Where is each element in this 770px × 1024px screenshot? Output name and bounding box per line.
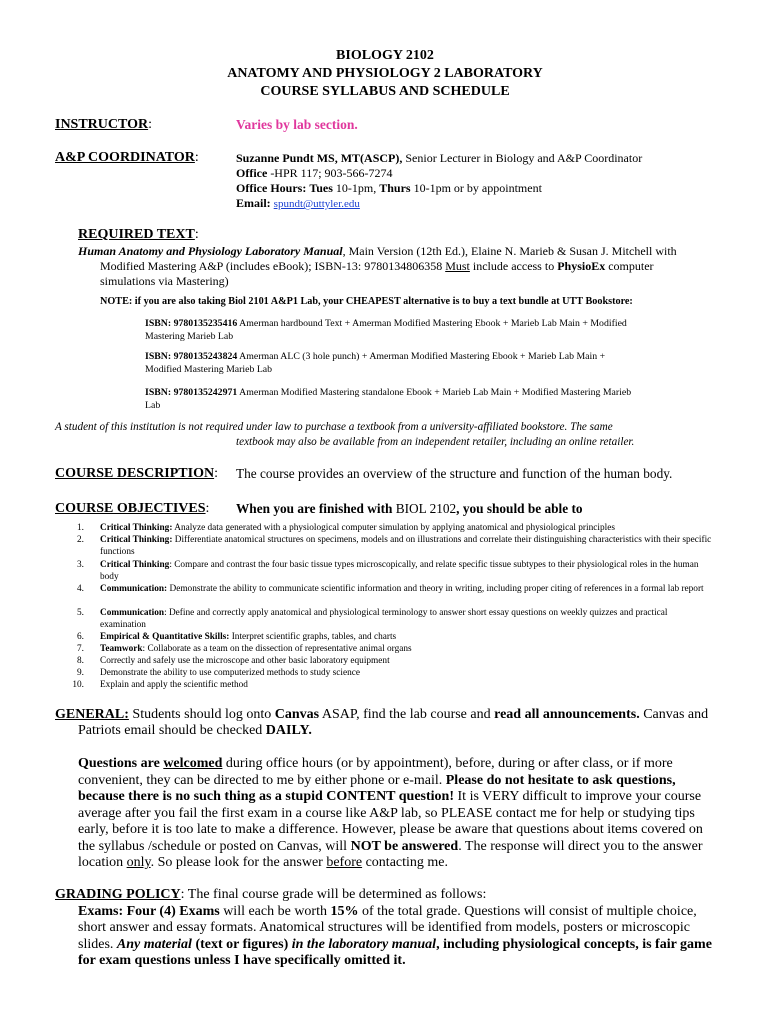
coordinator-office-line: Office -HPR 117; 903-566-7274	[236, 166, 393, 180]
course-objectives-intro: When you are finished with BIOL 2102, you should be able to	[236, 501, 583, 516]
objective-item: Communication: Define and correctly apply anatomical and physiological terminology to answer short essay questions on weekly quizzes and practical examination	[100, 608, 668, 630]
email-link[interactable]: spundt@uttyler.edu	[273, 198, 360, 210]
questions-line3: because there is no such thing as a stupid CONTENT question! It is VERY difficult to improve your course	[78, 789, 702, 804]
required-text-label: REQUIRED TEXT:	[78, 227, 199, 242]
bookstore-disclaimer-line2: textbook may also be available from an independent retailer, including an online retailer.	[236, 436, 635, 448]
required-text-line2: Modified Mastering A&P (includes eBook); ISBN-13: 9780134806358 Must include access to PhysioEx computer	[100, 259, 654, 273]
objective-item: Critical Thinking: Analyze data generated with a physiological computer simulation by applying anatomical and physiological principles	[100, 523, 615, 533]
bundle-note: NOTE: if you are also taking Biol 2101 A&P1 Lab, your CHEAPEST alternative is to buy a text bundle at UTT Bookstore:	[100, 296, 633, 307]
objective-number: 2.	[77, 535, 84, 545]
objective-number: 6.	[77, 632, 84, 642]
grading-exams-line4: for exam questions unless I have specifically omitted it.	[78, 953, 406, 968]
isbn-option-2: ISBN: 9780135243824 Amerman ALC (3 hole punch) + Amerman Modified Mastering Ebook + Marieb Lab Main + Modified Mastering Marieb Lab	[145, 351, 606, 375]
course-number-title: BIOLOGY 2102	[336, 48, 434, 63]
questions-line7: location only. So please look for the answer before contacting me.	[78, 855, 449, 870]
required-text-line1: Human Anatomy and Physiology Laboratory Manual, Main Version (12th Ed.), Elaine N. Marieb & Susan J. Mitchell with	[78, 244, 677, 258]
grading-exams-line3: slides. Any material (text or figures) in the laboratory manual, including physiological concepts, is fair game	[78, 937, 712, 952]
course-objectives-label: COURSE OBJECTIVES:	[55, 501, 210, 516]
objective-number: 5.	[77, 608, 84, 618]
coordinator-name-line: Suzanne Pundt MS, MT(ASCP), Senior Lecturer in Biology and A&P Coordinator	[236, 151, 643, 165]
instructor-label: INSTRUCTOR:	[55, 117, 152, 132]
general-line2: Patriots email should be checked DAILY.	[78, 723, 312, 738]
coordinator-label: A&P COORDINATOR:	[55, 150, 199, 165]
coordinator-email-line: Email: spundt@uttyler.edu	[236, 196, 360, 210]
objective-number: 1.	[77, 523, 84, 533]
objective-item: Correctly and safely use the microscope and other basic laboratory equipment	[100, 656, 390, 666]
isbn-option-3: ISBN: 9780135242971 Amerman Modified Mastering standalone Ebook + Marieb Lab Main + Modified Mastering Marieb Lab	[145, 387, 632, 411]
grading-exams-line1: Exams: Four (4) Exams will each be worth 15% of the total grade. Questions will consist of multiple choice,	[78, 904, 697, 919]
questions-line1: Questions are welcomed during office hours (or by appointment), before, during or after class, or if more	[78, 756, 673, 771]
objective-number: 8.	[77, 656, 84, 666]
objective-item: Demonstrate the ability to use computerized methods to study science	[100, 668, 360, 678]
course-description-value: The course provides an overview of the structure and function of the human body.	[236, 466, 673, 481]
isbn-option-1: ISBN: 9780135235416 Amerman hardbound Text + Amerman Modified Mastering Ebook + Marieb Lab Main + Modified Mastering Marieb Lab	[145, 318, 627, 342]
objective-number: 4.	[77, 584, 84, 594]
objective-item: Teamwork: Collaborate as a team on the dissection of representative animal organs	[100, 644, 412, 654]
bookstore-disclaimer-line1: A student of this institution is not required under law to purchase a textbook from a university-affiliated bookstore. The same	[55, 421, 613, 433]
questions-line4: average after you fail the first exam in a course like A&P lab, so PLEASE contact me for help or studying tips	[78, 806, 695, 821]
objective-number: 10.	[72, 680, 84, 690]
grading-exams-line2: short answer and essay formats. Anatomical structures will be identified from models, posters or microscopic	[78, 920, 690, 935]
objective-item: Critical Thinking: Compare and contrast the four basic tissue types microscopically, and relate specific tissue subtypes to their physiological roles in the human body	[100, 560, 699, 582]
objective-number: 9.	[77, 668, 84, 678]
questions-line5: early, before it is too late to make a difference. However, please be aware that questions about items covered on	[78, 822, 703, 837]
course-name-title: ANATOMY AND PHYSIOLOGY 2 LABORATORY	[227, 66, 543, 81]
general-line1: GENERAL: Students should log onto Canvas ASAP, find the lab course and read all announcements. Canvas and	[55, 707, 709, 722]
coordinator-hours-line: Office Hours: Tues 10-1pm, Thurs 10-1pm or by appointment	[236, 181, 542, 195]
objective-item: Critical Thinking: Differentiate anatomical structures on specimens, models and on illustrations and correlate their distinguishing characteristics with their specific functions	[100, 535, 712, 557]
objective-item: Empirical & Quantitative Skills: Interpret scientific graphs, tables, and charts	[100, 632, 397, 642]
syllabus-title: COURSE SYLLABUS AND SCHEDULE	[260, 84, 510, 99]
questions-line2: convenient, they can be directed to me by either phone or e-mail. Please do not hesitate to ask questions,	[78, 773, 676, 788]
objective-number: 7.	[77, 644, 84, 654]
course-description-label: COURSE DESCRIPTION:	[55, 466, 218, 481]
objective-number: 3.	[77, 560, 84, 570]
objective-item: Explain and apply the scientific method	[100, 680, 248, 690]
required-text-line3: simulations via Mastering)	[100, 274, 229, 288]
questions-line6: the syllabus /schedule or posted on Canvas, will NOT be answered. The response will direct you to the answer	[78, 839, 703, 854]
instructor-value: Varies by lab section.	[236, 117, 358, 132]
grading-policy-line: GRADING POLICY: The final course grade will be determined as follows:	[55, 887, 487, 902]
objective-item: Communication: Demonstrate the ability to communicate scientific information and theory in writing, including proper citing of references in a formal lab report	[100, 584, 704, 594]
